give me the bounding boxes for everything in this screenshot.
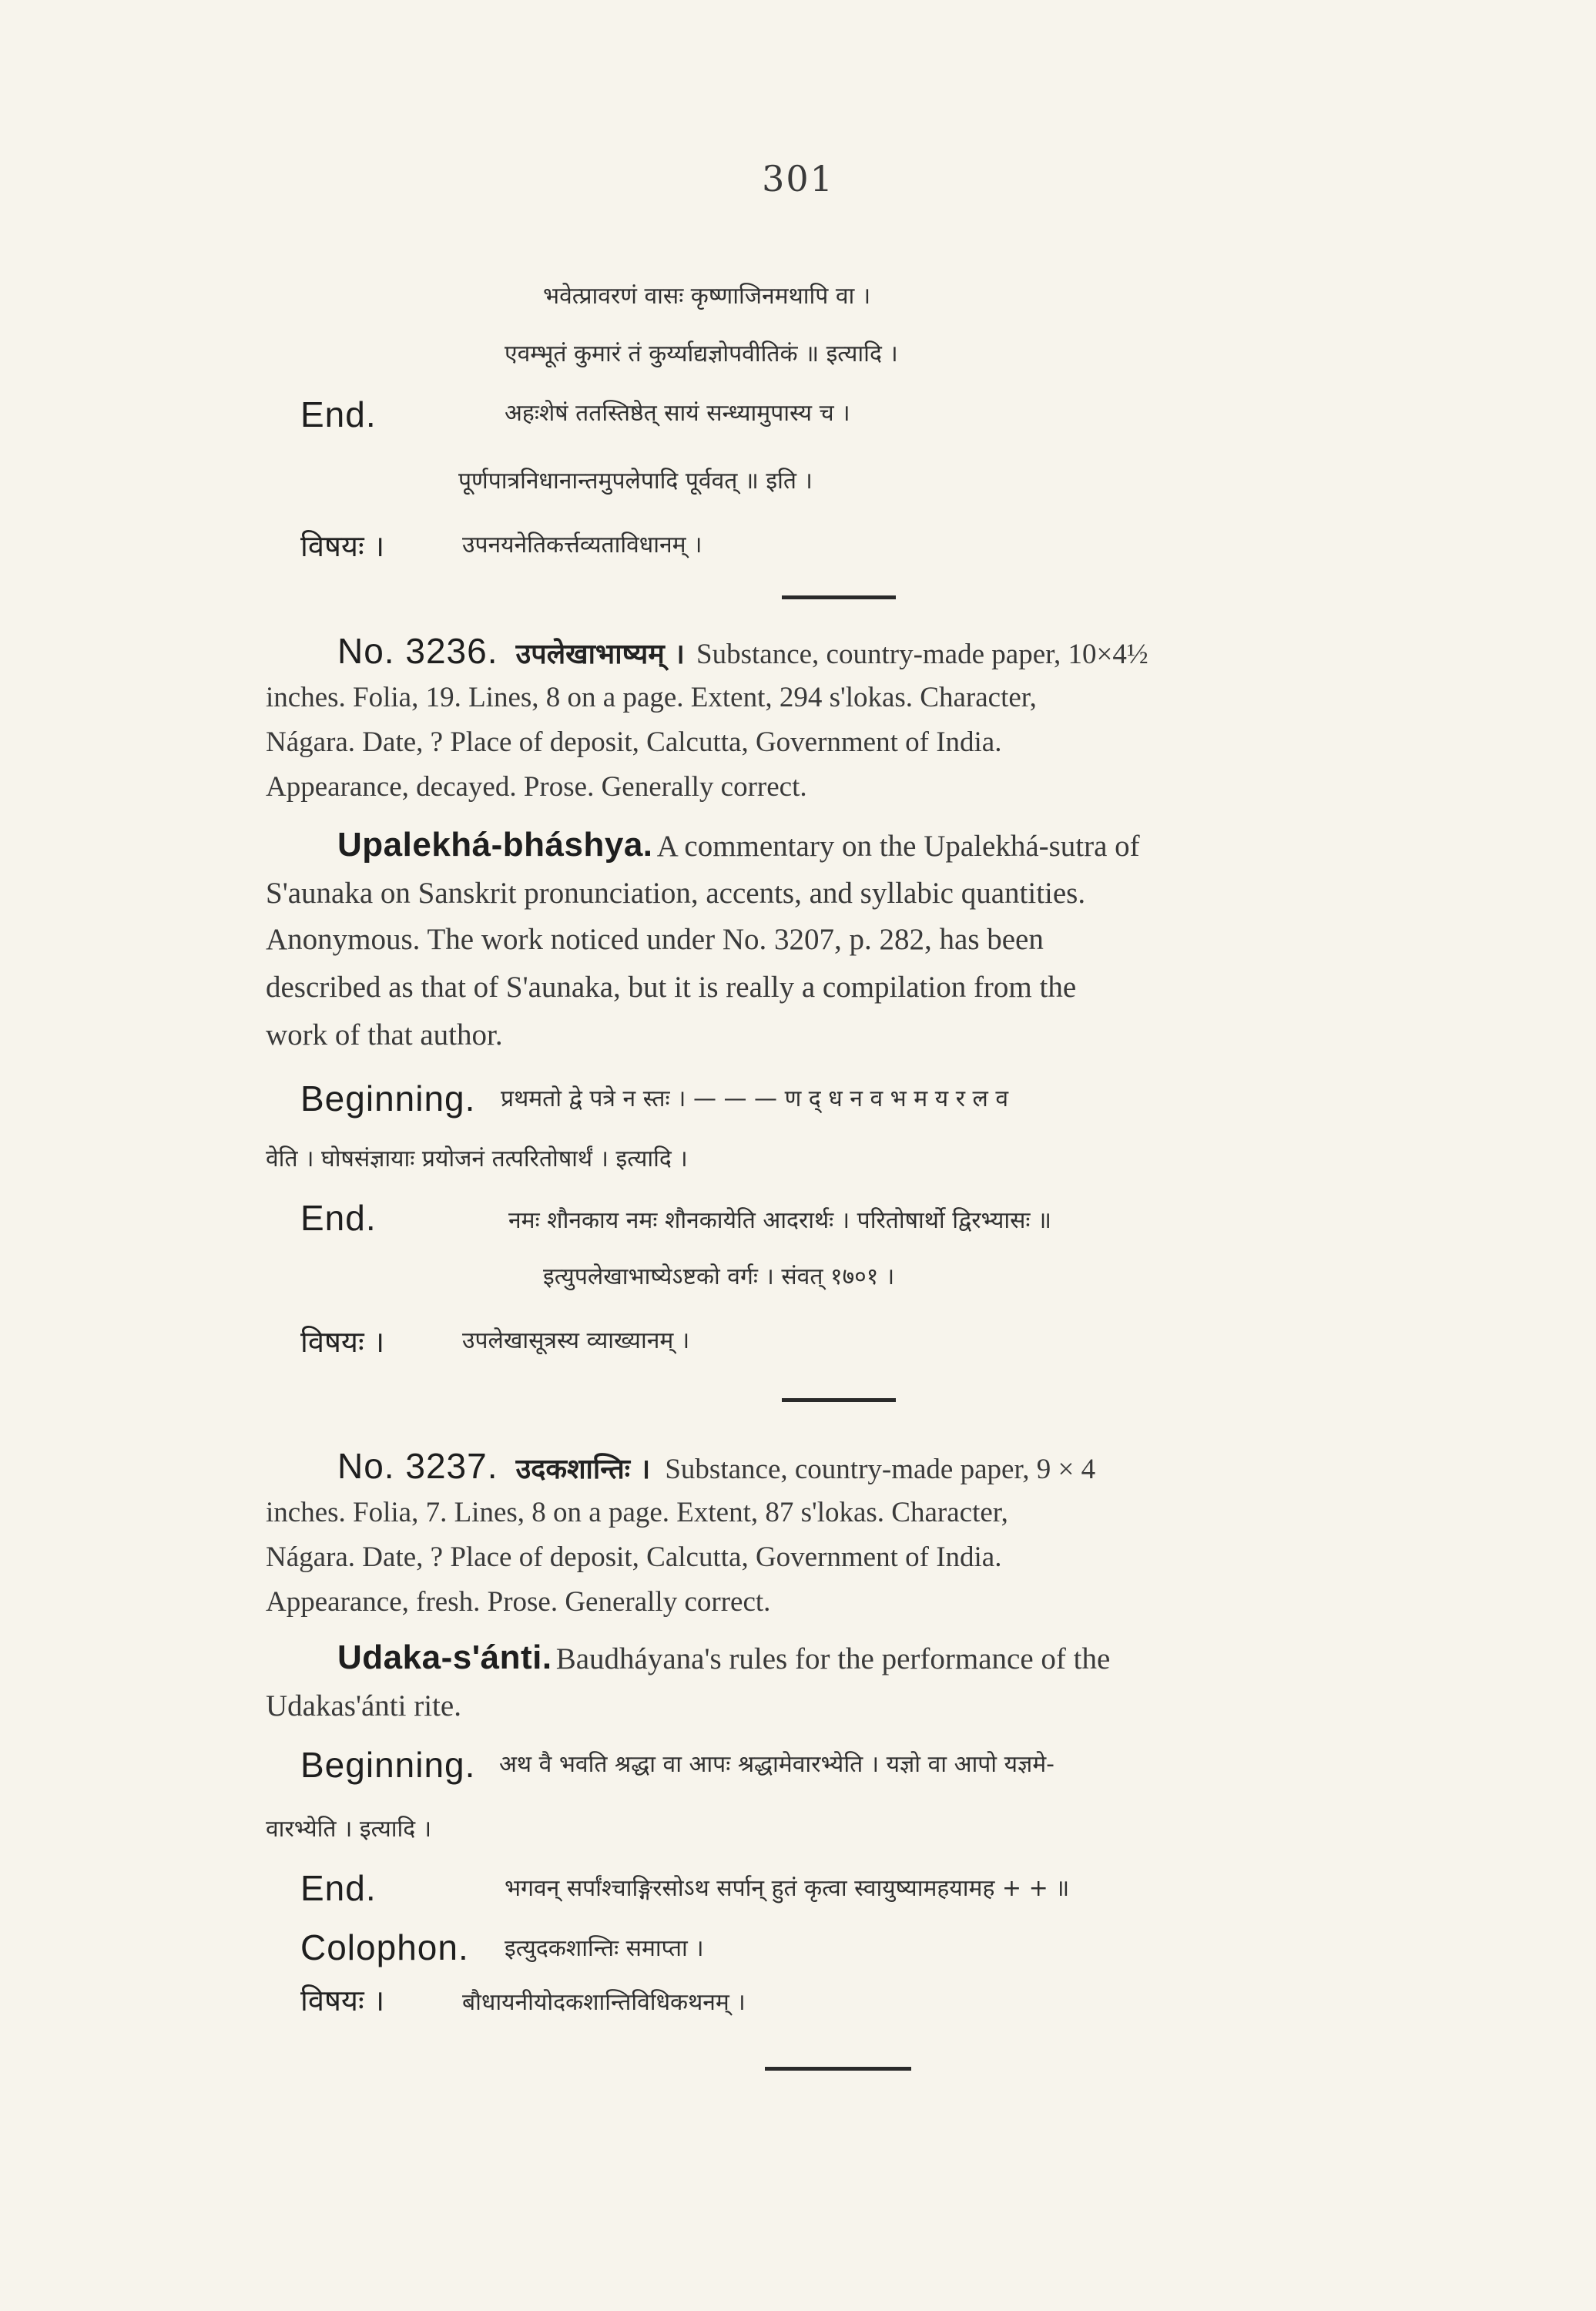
verse-line-1: भवेत्प्रावरणं वासः कृष्णाजिनमथापि वा ।: [543, 283, 871, 310]
end-line-2: पूर्णपात्रनिधानान्तमुपलेपादि पूर्ववत् ॥ इति ।: [458, 468, 813, 495]
entry-3236-title-line: [337, 828, 1140, 862]
entry-number: No. 3237.: [337, 1446, 498, 1486]
end-label: End.: [300, 1868, 377, 1908]
work-summary-line-1: Baudháyana's rules for the performance of the: [555, 1642, 1111, 1675]
entry-desc-line-1: Substance, country-made paper, 9 × 4: [665, 1454, 1096, 1485]
work-summary-line-2: Udakas'ánti rite.: [266, 1689, 461, 1722]
section-divider: [782, 595, 896, 599]
end-line-2: इत्युपलेखाभाष्येऽष्टको वर्गः । संवत् १७०१ ।: [543, 1263, 895, 1290]
entry-desc-line-2: inches. Folia, 19. Lines, 8 on a page. Extent, 294 s'lokas. Character,: [266, 682, 1037, 713]
entry-desc-line-4: Appearance, decayed. Prose. Generally correct.: [266, 771, 807, 803]
subject-text: उपलेखासूत्रस्य व्याख्यानम् ।: [462, 1327, 690, 1354]
subject-text: बौधायनीयोदकशान्तिविधिकथनम् ।: [462, 1989, 746, 2016]
beginning-label: Beginning.: [300, 1078, 476, 1119]
work-summary-line-2: S'aunaka on Sanskrit pronunciation, accents, and syllabic quantities.: [266, 877, 1086, 910]
entry-desc-line-3: Nágara. Date, ? Place of deposit, Calcutta, Government of India.: [266, 1541, 1002, 1573]
beginning-line-2: वेति । घोषसंज्ञायाः प्रयोजनं तत्परितोषार्थं । इत्यादि ।: [266, 1145, 688, 1172]
entry-desc-line-1: Substance, country-made paper, 10×4½: [696, 639, 1148, 670]
beginning-label: Beginning.: [300, 1745, 476, 1785]
verse-line-2: एवम्भूतं कुमारं तं कुर्य्याद्यज्ञोपवीतिकं ॥ इत्यादि ।: [505, 340, 898, 367]
entry-3237-header: [337, 1448, 1095, 1484]
subject-text: उपनयनेतिकर्त्तव्यताविधानम् ।: [462, 532, 702, 558]
colophon-label: Colophon.: [300, 1927, 469, 1967]
entry-desc-line-2: inches. Folia, 7. Lines, 8 on a page. Extent, 87 s'lokas. Character,: [266, 1497, 1008, 1528]
work-summary-line-5: work of that author.: [266, 1018, 503, 1052]
section-divider: [765, 2067, 911, 2071]
work-summary-line-1: A commentary on the Upalekhá-sutra of: [656, 830, 1140, 863]
subject-label: विषयः ।: [300, 529, 385, 563]
beginning-line-2: वारभ्येति । इत्यादि ।: [266, 1816, 432, 1843]
end-label: End.: [300, 1198, 377, 1238]
work-title: Upalekhá-bháshya.: [337, 826, 653, 864]
page-number: 301: [762, 158, 834, 200]
subject-label: विषयः ।: [300, 1984, 385, 2018]
colophon-text: इत्युदकशान्तिः समाप्ता ।: [505, 1935, 704, 1962]
end-line-1: नमः शौनकाय नमः शौनकायेति आदरार्थः । परितोषार्थो द्विरभ्यासः ॥: [508, 1207, 1051, 1234]
work-summary-line-3: Anonymous. The work noticed under No. 3207, p. 282, has been: [266, 923, 1044, 956]
beginning-line-1: प्रथमतो द्वे पत्रे न स्तः । — — — ण द् ध न व भ म य र ल व: [501, 1085, 1009, 1112]
end-line-1: अहःशेषं ततस्तिष्ठेत् सायं सन्ध्यामुपास्य च ।: [505, 400, 850, 427]
entry-3237-title-line: [337, 1638, 1111, 1676]
work-title: Udaka-s'ánti.: [337, 1638, 552, 1676]
end-label: End.: [300, 394, 377, 434]
work-summary-line-4: described as that of S'aunaka, but it is really a compilation from the: [266, 971, 1077, 1004]
end-line-1: भगवन् सर्पांश्चाङ्गिरसोऽथ सर्पान् हुतं कृत्वा स्वायुष्यामहयामह + + ॥: [505, 1875, 1070, 1902]
beginning-line-1: अथ वै भवति श्रद्धा वा आपः श्रद्धामेवारभ्येति । यज्ञो वा आपो यज्ञमे-: [499, 1751, 1054, 1778]
entry-3236-header: [337, 633, 1148, 669]
entry-desc-line-3: Nágara. Date, ? Place of deposit, Calcutta, Government of India.: [266, 726, 1002, 758]
subject-label: विषयः ।: [300, 1325, 385, 1359]
entry-sanskrit-title: उपलेखाभाष्यम् ।: [515, 639, 685, 670]
entry-sanskrit-title: उदकशान्तिः ।: [515, 1454, 651, 1485]
section-divider: [782, 1398, 896, 1402]
entry-desc-line-4: Appearance, fresh. Prose. Generally correct.: [266, 1586, 771, 1618]
entry-number: No. 3236.: [337, 631, 498, 671]
